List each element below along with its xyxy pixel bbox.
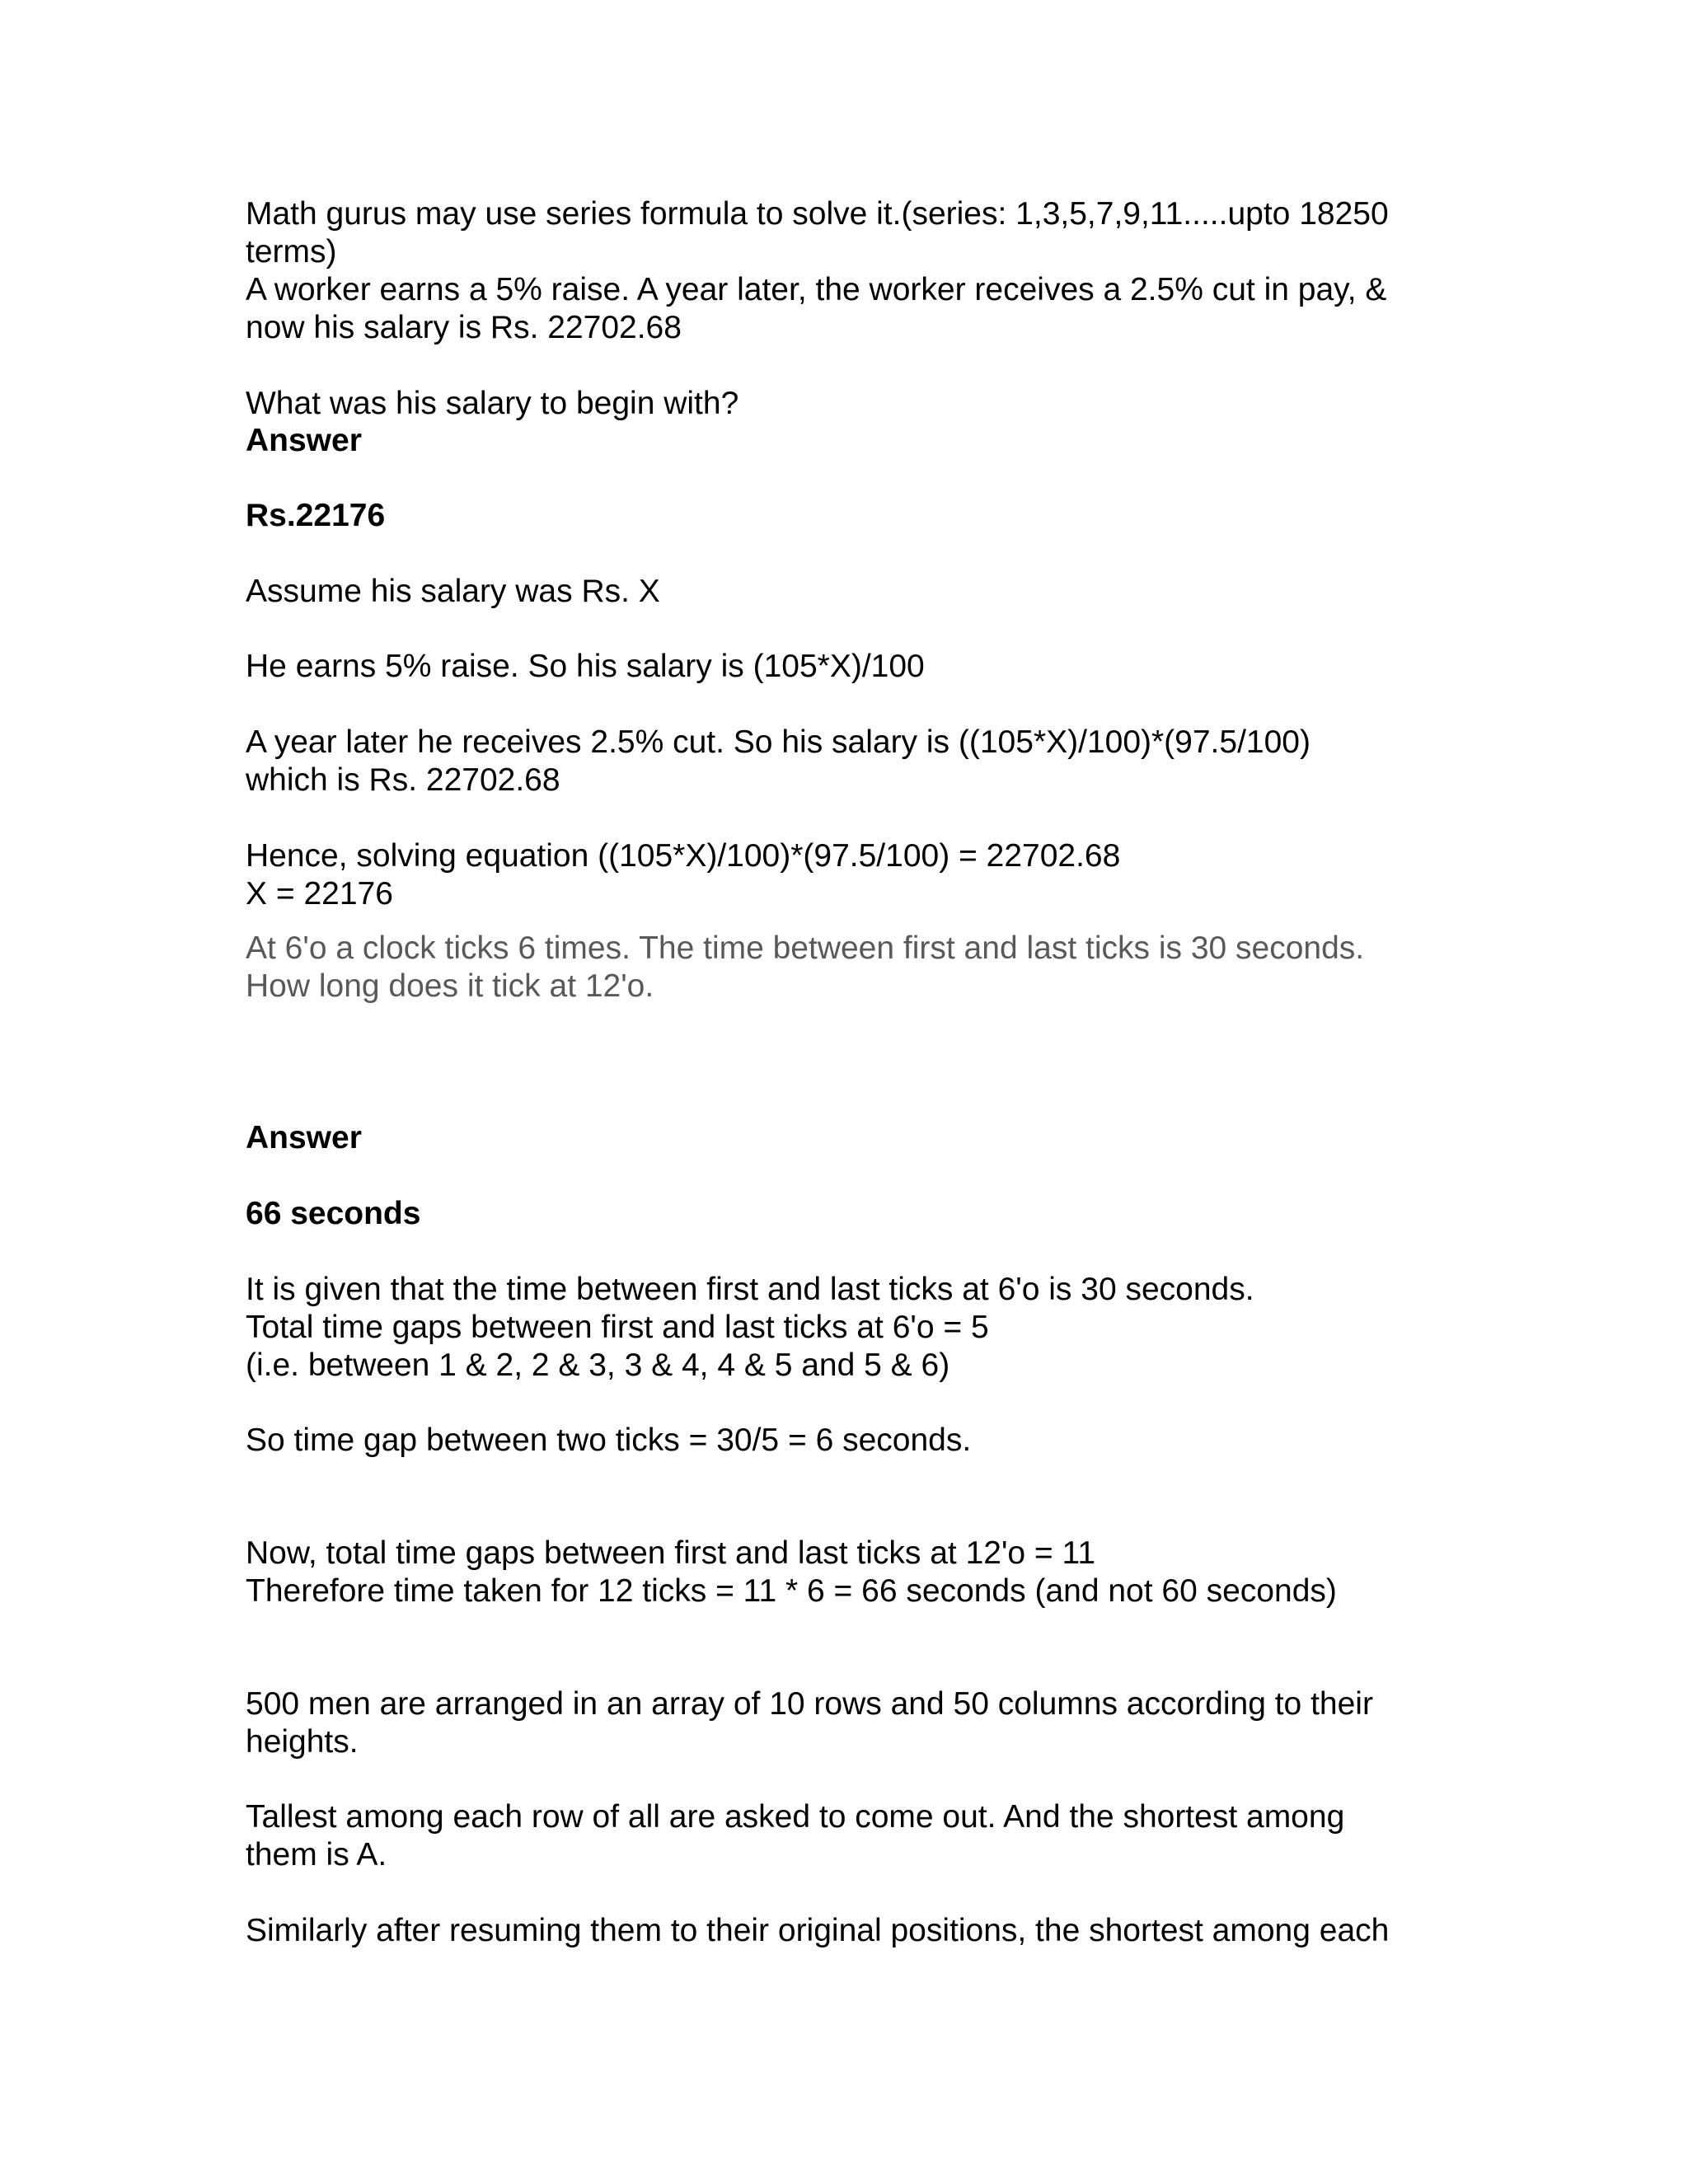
text-line: now his salary is Rs. 22702.68	[246, 310, 682, 345]
text-line: A year later he receives 2.5% cut. So his salary is ((105*X)/100)*(97.5/100)	[246, 724, 1311, 760]
question-text: them is A.	[246, 1837, 387, 1872]
text-line: (i.e. between 1 & 2, 2 & 3, 3 & 4, 4 & 5 and 5 & 6)	[246, 1347, 950, 1383]
text-line: A worker earns a 5% raise. A year later, the worker receives a 2.5% cut in pay, &	[246, 272, 1387, 307]
question-text: What was his salary to begin with?	[246, 386, 739, 421]
text-line: Therefore time taken for 12 ticks = 11 * 6 = 66 seconds (and not 60 seconds)	[246, 1573, 1337, 1609]
answer-heading: Answer	[246, 1120, 362, 1155]
text-line: terms)	[246, 234, 337, 269]
question-text: How long does it tick at 12'o.	[246, 968, 654, 1004]
text-line: Total time gaps between first and last ticks at 6'o = 5	[246, 1310, 989, 1345]
question-text: At 6'o a clock ticks 6 times. The time between first and last ticks is 30 seconds.	[246, 930, 1365, 966]
text-line: It is given that the time between first and last ticks at 6'o is 30 seconds.	[246, 1272, 1254, 1307]
answer-value: 66 seconds	[246, 1196, 421, 1231]
text-line: So time gap between two ticks = 30/5 = 6 seconds.	[246, 1422, 972, 1458]
question-text: Similarly after resuming them to their original positions, the shortest among each	[246, 1913, 1390, 1948]
text-line: X = 22176	[246, 876, 393, 912]
text-line: Assume his salary was Rs. X	[246, 574, 660, 609]
question-text: heights.	[246, 1724, 359, 1760]
text-line: Math gurus may use series formula to solve it.(series: 1,3,5,7,9,11.....upto 18250	[246, 196, 1389, 232]
question-text: Tallest among each row of all are asked to come out. And the shortest among	[246, 1799, 1345, 1835]
text-line: which is Rs. 22702.68	[246, 762, 560, 798]
text-line: Now, total time gaps between first and last ticks at 12'o = 11	[246, 1535, 1096, 1571]
text-line: He earns 5% raise. So his salary is (105*X)/100	[246, 649, 925, 684]
text-line: Hence, solving equation ((105*X)/100)*(97.5/100) = 22702.68	[246, 838, 1121, 874]
answer-heading: Answer	[246, 423, 362, 458]
question-text: 500 men are arranged in an array of 10 rows and 50 columns according to their	[246, 1686, 1373, 1722]
answer-value: Rs.22176	[246, 498, 386, 533]
